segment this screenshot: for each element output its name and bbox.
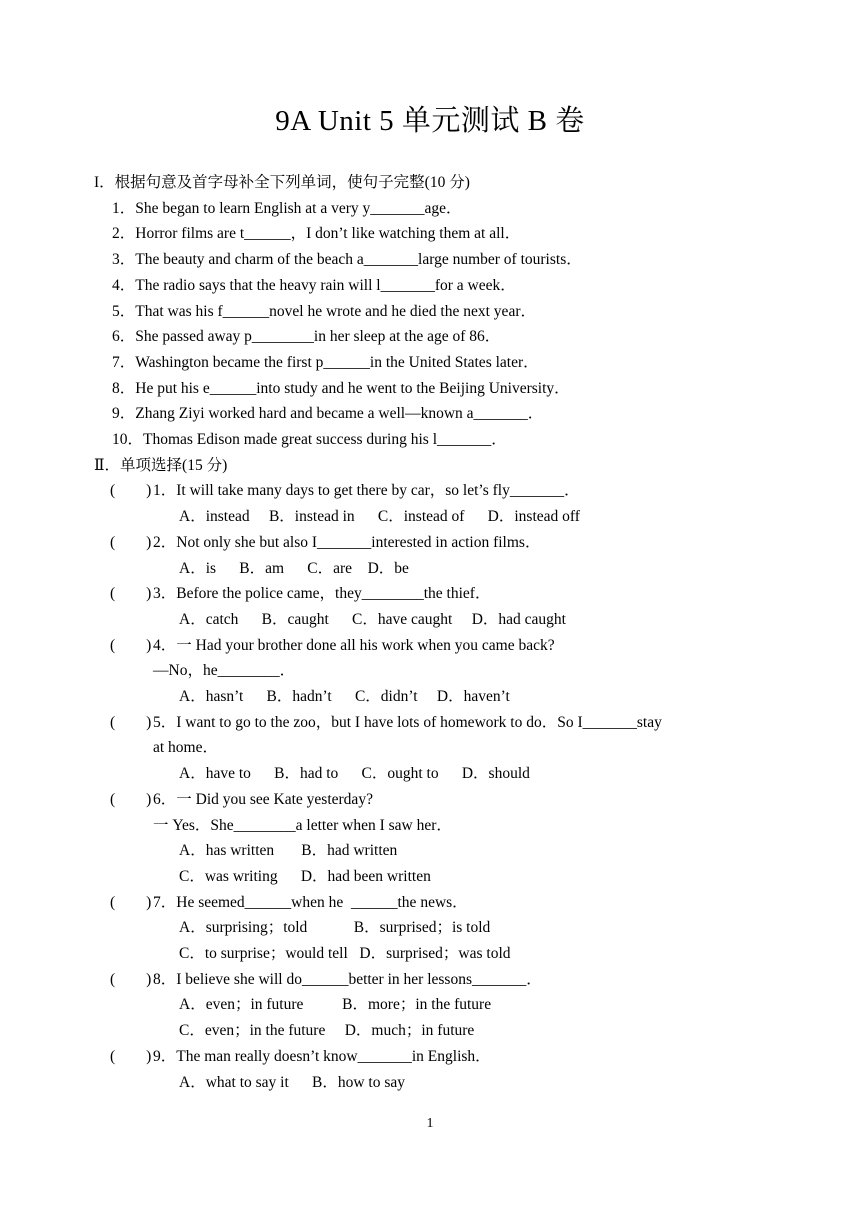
question-stem: 4．一 Had your brother done all his work when you came back? xyxy=(153,636,555,654)
answer-options: C．to surprise；would tell D．surprised；was told xyxy=(179,945,511,962)
fill-in-item: 6．She passed away p________in her sleep at the age of 86． xyxy=(112,328,501,346)
answer-options: A．has written B．had written xyxy=(179,842,398,860)
page-title: 9A Unit 5 单元测试 B 卷 xyxy=(275,105,585,137)
fill-in-item: 8．He put his e______into study and he went to the Beijing University． xyxy=(112,379,570,397)
fill-in-item: 1．She began to learn English at a very y_______age． xyxy=(112,199,462,217)
answer-options: A．even；in future B．more；in the future xyxy=(179,996,492,1014)
question-stem: 9．The man really doesn’t know_______in English． xyxy=(153,1047,491,1065)
answer-blank: ( ) xyxy=(110,713,152,731)
answer-options: A．have to B．had to C．ought to D．should xyxy=(179,765,530,783)
question-stem: 6．一 Did you see Kate yesterday? xyxy=(153,790,373,808)
question-stem: 8．I believe she will do______better in her lessons_______． xyxy=(153,970,542,988)
section-heading: I．根据句意及首字母补全下列单词，使句子完整(10 分) xyxy=(94,174,470,191)
question-stem: 7．He seemed______when he ______the news． xyxy=(153,893,468,911)
answer-blank: ( ) xyxy=(110,482,152,500)
answer-options: A．instead B．instead in C．instead of D．instead off xyxy=(179,508,580,526)
answer-options: A．catch B．caught C．have caught D．had caught xyxy=(179,610,566,628)
question-stem-continued: 一 Yes．She________a letter when I saw her． xyxy=(153,816,452,834)
answer-options: C．was writing D．had been written xyxy=(179,867,431,885)
question-stem: 2．Not only she but also I_______interested in action films． xyxy=(153,533,541,551)
fill-in-item: 3．The beauty and charm of the beach a_______large number of tourists． xyxy=(112,251,582,269)
fill-in-item: 2．Horror films are t______，I don’t like watching them at all． xyxy=(112,225,521,243)
question-stem: 5．I want to go to the zoo，but I have lots of homework to do．So I_______stay xyxy=(153,713,662,731)
answer-blank: ( ) xyxy=(110,533,152,551)
answer-blank: ( ) xyxy=(110,1047,152,1065)
answer-options: A．is B．am C．are D．be xyxy=(179,559,409,577)
section-heading: Ⅱ．单项选择(15 分) xyxy=(94,456,228,474)
fill-in-item: 9．Zhang Ziyi worked hard and became a well—known a_______． xyxy=(112,405,544,423)
answer-options: C．even；in the future D．much；in future xyxy=(179,1022,475,1040)
answer-blank: ( ) xyxy=(110,790,152,808)
answer-blank: ( ) xyxy=(110,585,152,603)
question-stem-continued: —No，he________． xyxy=(153,662,296,680)
answer-options: A．what to say it B．how to say xyxy=(179,1073,406,1091)
answer-blank: ( ) xyxy=(110,893,152,911)
answer-options: A．surprising；told B．surprised；is told xyxy=(179,919,491,937)
question-stem-continued: at home． xyxy=(153,739,218,757)
fill-in-item: 4．The radio says that the heavy rain will l_______for a week． xyxy=(112,276,516,294)
answer-options: A．hasn’t B．hadn’t C．didn’t D．haven’t xyxy=(179,688,510,705)
fill-in-item: 7．Washington became the first p______in the United States later． xyxy=(112,353,539,371)
fill-in-item: 10．Thomas Edison made great success during his l_______． xyxy=(112,431,507,448)
question-stem: 3．Before the police came，they________the thief． xyxy=(153,585,491,603)
answer-blank: ( ) xyxy=(110,970,152,988)
question-stem: 1．It will take many days to get there by car，so let’s fly_______． xyxy=(153,482,580,500)
answer-blank: ( ) xyxy=(110,636,152,654)
page-number: 1 xyxy=(426,1116,434,1131)
fill-in-item: 5．That was his f______novel he wrote and he died the next year． xyxy=(112,302,536,320)
